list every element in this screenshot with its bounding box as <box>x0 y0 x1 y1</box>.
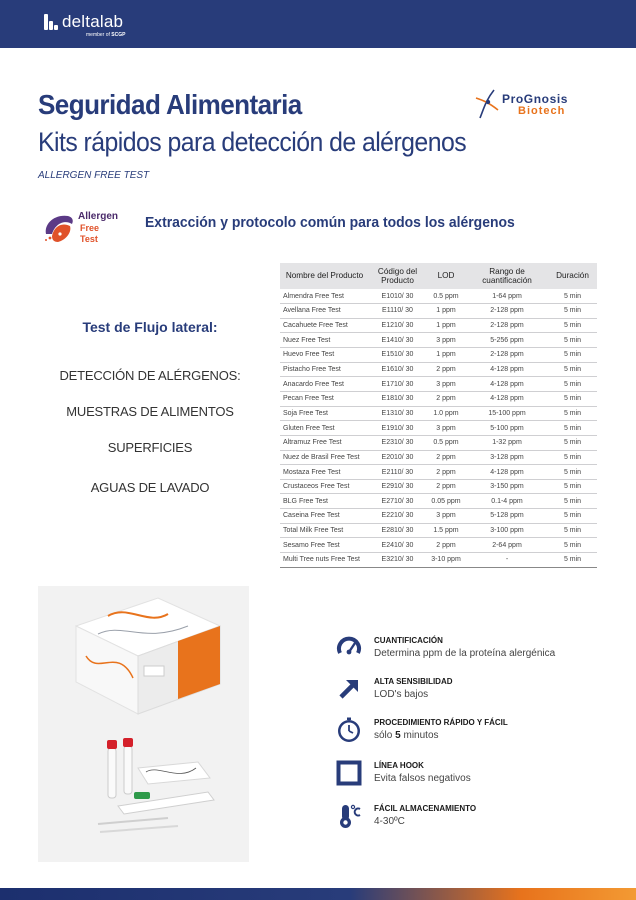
cell-range: 2-128 ppm <box>466 348 548 363</box>
cell-name: Huevo Free Test <box>280 348 369 363</box>
cell-code: E1710/ 30 <box>369 377 426 392</box>
product-kit-image <box>38 586 249 862</box>
cell-duration: 5 min <box>548 538 597 553</box>
cell-duration: 5 min <box>548 362 597 377</box>
allergen-free-test-logo <box>42 210 132 246</box>
cell-range: 15-100 ppm <box>466 406 548 421</box>
cell-lod: 1.0 ppm <box>426 406 466 421</box>
table-row <box>280 362 597 377</box>
table-row <box>280 289 597 304</box>
cell-lod: 3-10 ppm <box>426 553 466 568</box>
cell-code: E1910/ 30 <box>369 421 426 436</box>
cell-lod: 3 ppm <box>426 421 466 436</box>
cell-name: Gluten Free Test <box>280 421 369 436</box>
table-row <box>280 348 597 363</box>
cell-lod: 2 ppm <box>426 450 466 465</box>
cell-name: Anacardo Free Test <box>280 377 369 392</box>
cell-lod: 1.5 ppm <box>426 523 466 538</box>
cell-range: 3-100 ppm <box>466 523 548 538</box>
cell-code: E3210/ 30 <box>369 553 426 568</box>
cell-code: E1410/ 30 <box>369 333 426 348</box>
cell-range: 4-128 ppm <box>466 391 548 406</box>
cell-lod: 3 ppm <box>426 509 466 524</box>
cell-code: E1010/ 30 <box>369 289 426 304</box>
deltalab-mark-icon <box>44 14 58 30</box>
cell-code: E2410/ 30 <box>369 538 426 553</box>
cell-range: 5-256 ppm <box>466 333 548 348</box>
table-row <box>280 509 597 524</box>
cell-range: 0.1-4 ppm <box>466 494 548 509</box>
top-banner <box>0 0 636 48</box>
clock-icon <box>336 717 362 743</box>
allergen-logo-line3: Test <box>80 234 98 244</box>
cell-name: Crustaceos Free Test <box>280 479 369 494</box>
cell-lod: 2 ppm <box>426 538 466 553</box>
product-table <box>280 263 597 568</box>
cell-code: E2910/ 30 <box>369 479 426 494</box>
cell-name: Caseina Free Test <box>280 509 369 524</box>
prognosis-mark-icon <box>474 88 500 120</box>
cell-code: E1610/ 30 <box>369 362 426 377</box>
table-row <box>280 377 597 392</box>
col-header-lod: LOD <box>426 263 466 289</box>
cell-duration: 5 min <box>548 289 597 304</box>
prognosis-name: ProGnosis <box>502 92 569 106</box>
cell-lod: 2 ppm <box>426 362 466 377</box>
cell-range: 4-128 ppm <box>466 465 548 480</box>
cell-range: 3-150 ppm <box>466 479 548 494</box>
cell-duration: 5 min <box>548 435 597 450</box>
cell-duration: 5 min <box>548 318 597 333</box>
cell-code: E2210/ 30 <box>369 509 426 524</box>
side-item-wash-water: AGUAS DE LAVADO <box>90 480 210 495</box>
table-row <box>280 479 597 494</box>
cell-name: Altramuz Free Test <box>280 435 369 450</box>
table-row <box>280 465 597 480</box>
feature-desc: LOD's bajos <box>374 689 429 700</box>
cell-duration: 5 min <box>548 304 597 319</box>
col-header-range: Rango de cuantificación <box>466 263 548 289</box>
table-header-row <box>280 263 597 289</box>
cell-code: E2810/ 30 <box>369 523 426 538</box>
feature-title: LÍNEA HOOK <box>374 761 424 770</box>
cell-lod: 3 ppm <box>426 333 466 348</box>
cell-range: - <box>466 553 548 568</box>
feature-title: ALTA SENSIBILIDAD <box>374 677 453 686</box>
page-subtitle: ALLERGEN FREE TEST <box>38 170 150 181</box>
side-item-detection: DETECCIÓN DE ALÉRGENOS: <box>59 368 241 383</box>
table-row <box>280 391 597 406</box>
cell-duration: 5 min <box>548 450 597 465</box>
cell-range: 2-128 ppm <box>466 304 548 319</box>
feature-desc: Determina ppm de la proteína alergénica <box>374 648 556 659</box>
cell-duration: 5 min <box>548 333 597 348</box>
allergen-drop-icon <box>42 212 76 244</box>
feature-desc: sólo 5 minutos <box>374 730 439 741</box>
member-of-line: member of SCGP <box>86 32 126 38</box>
cell-duration: 5 min <box>548 479 597 494</box>
table-row <box>280 553 597 568</box>
cell-code: E1210/ 30 <box>369 318 426 333</box>
cell-name: Soja Free Test <box>280 406 369 421</box>
cell-lod: 0.5 ppm <box>426 289 466 304</box>
product-photo <box>38 586 249 862</box>
table-body <box>280 289 597 567</box>
cell-range: 1-64 ppm <box>466 289 548 304</box>
arrow-up-right-icon <box>336 676 362 702</box>
square-icon <box>336 760 362 786</box>
tagline: Extracción y protocolo común para todos los alérgenos <box>145 214 515 231</box>
allergen-logo-line2: Free <box>80 223 100 233</box>
cell-duration: 5 min <box>548 421 597 436</box>
cell-code: E1110/ 30 <box>369 304 426 319</box>
cell-duration: 5 min <box>548 494 597 509</box>
cell-name: Mostaza Free Test <box>280 465 369 480</box>
cell-lod: 2 ppm <box>426 479 466 494</box>
side-item-food-samples: MUESTRAS DE ALIMENTOS <box>66 404 234 419</box>
table-row <box>280 538 597 553</box>
cell-name: Total Milk Free Test <box>280 523 369 538</box>
cell-duration: 5 min <box>548 406 597 421</box>
table-row <box>280 406 597 421</box>
cell-code: E2710/ 30 <box>369 494 426 509</box>
feature-title: FÁCIL ALMACENAMIENTO <box>374 804 477 813</box>
feature-desc: 4-30ºC <box>374 816 405 827</box>
cell-name: Pecan Free Test <box>280 391 369 406</box>
prognosis-biotech-logo <box>466 86 600 122</box>
cell-lod: 3 ppm <box>426 377 466 392</box>
cell-name: Multi Tree nuts Free Test <box>280 553 369 568</box>
cell-duration: 5 min <box>548 553 597 568</box>
cell-name: Nuez Free Test <box>280 333 369 348</box>
cell-range: 1-32 ppm <box>466 435 548 450</box>
cell-duration: 5 min <box>548 348 597 363</box>
cell-name: Almendra Free Test <box>280 289 369 304</box>
allergen-logo-line1: Allergen <box>78 211 119 222</box>
cell-range: 4-128 ppm <box>466 362 548 377</box>
cell-name: Cacahuete Free Test <box>280 318 369 333</box>
feature-title: CUANTIFICACIÓN <box>374 636 443 645</box>
page-heading: Kits rápidos para detección de alérgenos <box>38 127 467 157</box>
cell-lod: 1 ppm <box>426 318 466 333</box>
cell-lod: 1 ppm <box>426 304 466 319</box>
col-header-duration: Duración <box>548 263 597 289</box>
biotech-name: Biotech <box>518 105 566 117</box>
thermometer-icon <box>336 803 362 829</box>
col-header-name: Nombre del Producto <box>280 263 369 289</box>
cell-duration: 5 min <box>548 509 597 524</box>
cell-lod: 1 ppm <box>426 348 466 363</box>
feature-title: PROCEDIMIENTO RÁPIDO Y FÁCIL <box>374 718 508 727</box>
table-row <box>280 333 597 348</box>
cell-duration: 5 min <box>548 377 597 392</box>
cell-code: E1810/ 30 <box>369 391 426 406</box>
bottom-banner <box>0 888 636 900</box>
table-row <box>280 523 597 538</box>
cell-duration: 5 min <box>548 391 597 406</box>
cell-code: E2310/ 30 <box>369 435 426 450</box>
cell-code: E2110/ 30 <box>369 465 426 480</box>
cell-range: 5-128 ppm <box>466 509 548 524</box>
gauge-icon <box>336 635 362 661</box>
cell-code: E1510/ 30 <box>369 348 426 363</box>
table-row <box>280 304 597 319</box>
cell-lod: 0.5 ppm <box>426 435 466 450</box>
table-row <box>280 421 597 436</box>
feature-desc: Evita falsos negativos <box>374 773 471 784</box>
cell-name: Nuez de Brasil Free Test <box>280 450 369 465</box>
cell-range: 5-100 ppm <box>466 421 548 436</box>
cell-range: 3-128 ppm <box>466 450 548 465</box>
side-title: Test de Flujo lateral: <box>82 319 218 335</box>
cell-name: Sesamo Free Test <box>280 538 369 553</box>
cell-lod: 2 ppm <box>426 391 466 406</box>
cell-range: 2-64 ppm <box>466 538 548 553</box>
cell-range: 2-128 ppm <box>466 318 548 333</box>
cell-lod: 2 ppm <box>426 465 466 480</box>
table-row <box>280 450 597 465</box>
cell-duration: 5 min <box>548 523 597 538</box>
table-row <box>280 435 597 450</box>
cell-duration: 5 min <box>548 465 597 480</box>
col-header-code: Código del Producto <box>369 263 426 289</box>
cell-code: E2010/ 30 <box>369 450 426 465</box>
table-row <box>280 318 597 333</box>
brand-name: deltalab <box>62 12 124 31</box>
page-title: Seguridad Alimentaria <box>38 89 302 120</box>
cell-name: Avellana Free Test <box>280 304 369 319</box>
cell-lod: 0.05 ppm <box>426 494 466 509</box>
cell-code: E1310/ 30 <box>369 406 426 421</box>
cell-name: BLG Free Test <box>280 494 369 509</box>
side-item-surfaces: SUPERFICIES <box>107 440 193 455</box>
table-row <box>280 494 597 509</box>
cell-name: Pistacho Free Test <box>280 362 369 377</box>
cell-range: 4-128 ppm <box>466 377 548 392</box>
